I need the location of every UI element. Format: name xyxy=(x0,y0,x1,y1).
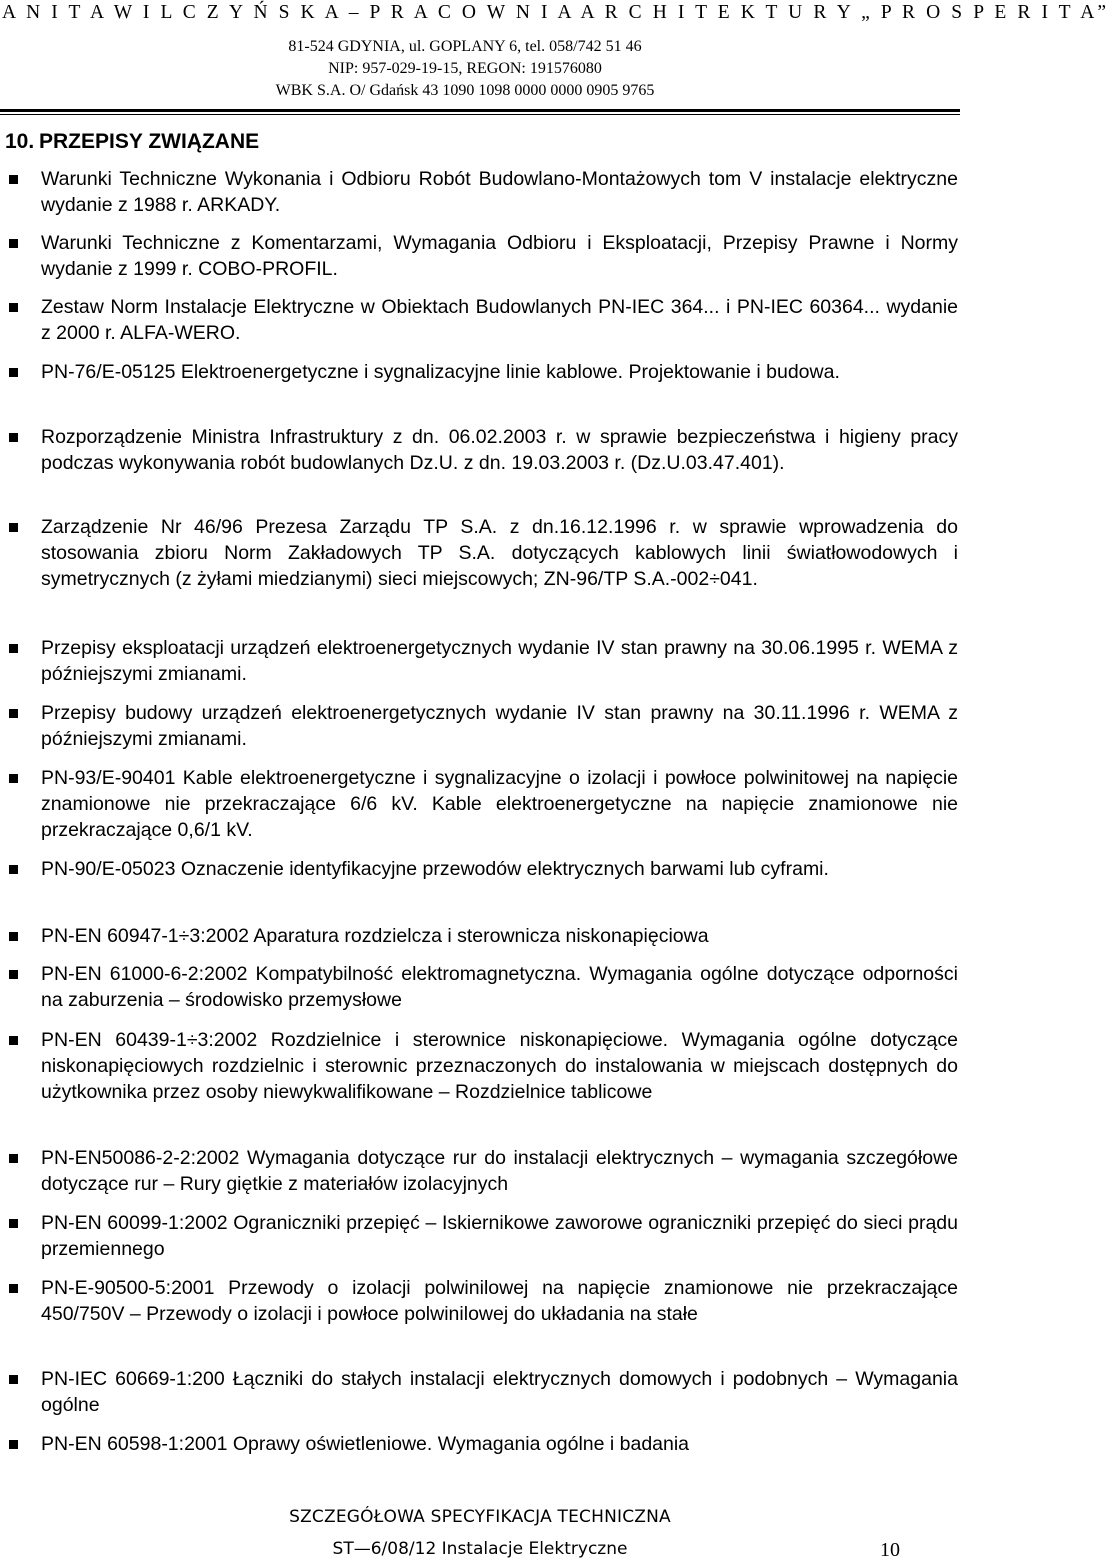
list-item xyxy=(0,1275,960,1327)
list-item xyxy=(0,1027,960,1105)
list-item xyxy=(0,1145,960,1197)
list-item xyxy=(0,230,960,282)
list-item-text: Zarządzenie Nr 46/96 Prezesa Zarządu TP S.A. z dn.16.12.1996 r. w sprawie wprowadzenia do stosowania zbioru Norm Zakładowych TP S.A. dotyczących kablowych linii światłowodowych i symetrycznych (z żyłami miedzianymi) sieci miejscowych; ZN-96/TP S.A.-002÷041. xyxy=(41,516,958,590)
firm-name: A N I T A W I L C Z Y Ń S K A – P R A C O W N I A A R C H I T E K T U R Y „ P R O S P E R I T A” xyxy=(2,2,1109,23)
list-item-text: PN-EN 61000-6-2:2002 Kompatybilność elektromagnetyczna. Wymagania ogólne dotyczące odporności na zaburzenia – środowisko przemysłowe xyxy=(41,963,958,1011)
square-bullet-icon xyxy=(9,970,18,979)
list-item xyxy=(0,1431,960,1457)
square-bullet-icon xyxy=(9,1036,18,1045)
square-bullet-icon xyxy=(9,1375,18,1384)
square-bullet-icon xyxy=(9,303,18,312)
firm-tax-ids: NIP: 957-029-19-15, REGON: 191576080 xyxy=(328,60,602,77)
list-item-text: PN-EN 60598-1:2001 Oprawy oświetleniowe. Wymagania ogólne i badania xyxy=(41,1433,690,1455)
list-item-text: Przepisy eksploatacji urządzeń elektroenergetycznych wydanie IV stan prawny na 30.06.1995 r. WEMA z późniejszymi zmianami. xyxy=(41,637,958,685)
firm-bank-account: WBK S.A. O/ Gdańsk 43 1090 1098 0000 0000 0905 9765 xyxy=(275,82,655,99)
list-item-text: PN-76/E-05125 Elektroenergetyczne i sygnalizacyjne linie kablowe. Projektowanie i budowa. xyxy=(41,361,840,383)
square-bullet-icon xyxy=(9,644,18,653)
square-bullet-icon xyxy=(9,1219,18,1228)
section-number: 10. xyxy=(5,130,35,153)
list-item xyxy=(0,1210,960,1262)
list-item-text: PN-90/E-05023 Oznaczenie identyfikacyjne przewodów elektrycznych barwami lub cyframi. xyxy=(41,858,829,880)
list-item xyxy=(0,700,960,752)
square-bullet-icon xyxy=(9,175,18,184)
list-item-text: PN-EN 60947-1÷3:2002 Aparatura rozdzielcza i sterownicza niskonapięciowa xyxy=(41,925,709,947)
footer-title: SZCZEGÓŁOWA SPECYFIKACJA TECHNICZNA xyxy=(289,1507,671,1527)
square-bullet-icon xyxy=(9,523,18,532)
list-item-text: PN-93/E-90401 Kable elektroenergetyczne i sygnalizacyjne o izolacji i powłoce polwinitowej na napięcie znamionowe nie przekraczające 6/6 kV. Kable elektroenergetyczne na napięcie znamionowe nie przekraczające 0,6/1 kV. xyxy=(41,767,958,841)
square-bullet-icon xyxy=(9,709,18,718)
list-item-text: PN-EN 60439-1÷3:2002 Rozdzielnice i sterownice niskonapięciowe. Wymagania ogólne dotyczące niskonapięciowych rozdzielnic i sterownic przeznaczonych do instalowania w miejscach dostępnych do użytkownika przez osoby niewykwalifikowane – Rozdzielnice tablicowe xyxy=(41,1029,958,1103)
list-item xyxy=(0,765,960,843)
list-item xyxy=(0,856,960,882)
list-item-text: Rozporządzenie Ministra Infrastruktury z dn. 06.02.2003 r. w sprawie bezpieczeństwa i higieny pracy podczas wykonywania robót budowlanych Dz.U. z dn. 19.03.2003 r. (Dz.U.03.47.401). xyxy=(41,426,958,474)
firm-address: 81-524 GDYNIA, ul. GOPLANY 6, tel. 058/742 51 46 xyxy=(288,38,642,55)
square-bullet-icon xyxy=(9,239,18,248)
square-bullet-icon xyxy=(9,865,18,874)
list-item-text: PN-EN50086-2-2:2002 Wymagania dotyczące rur do instalacji elektrycznych – wymagania szczegółowe dotyczące rur – Rury giętkie z materiałów izolacyjnych xyxy=(41,1147,958,1195)
list-item xyxy=(0,923,960,949)
square-bullet-icon xyxy=(9,932,18,941)
footer-document-code: ST—6/08/12 Instalacje Elektryczne xyxy=(332,1539,628,1559)
square-bullet-icon xyxy=(9,1440,18,1449)
list-item-text: PN-E-90500-5:2001 Przewody o izolacji polwinilowej na napięcie znamionowe nie przekraczające 450/750V – Przewody o izolacji i powłoce polwinilowej do układania na stałe xyxy=(41,1277,958,1325)
list-item xyxy=(0,424,960,476)
list-item-text: Zestaw Norm Instalacje Elektryczne w Obiektach Budowlanych PN-IEC 364... i PN-IEC 60364... wydanie z 2000 r. ALFA-WERO. xyxy=(41,296,958,344)
header-rule-thick xyxy=(0,109,960,112)
list-item-text: PN-IEC 60669-1:200 Łączniki do stałych instalacji elektrycznych domowych i podobnych – Wymagania ogólne xyxy=(41,1368,958,1416)
section-heading xyxy=(5,130,259,154)
list-item xyxy=(0,1366,960,1418)
list-item-text: Przepisy budowy urządzeń elektroenergetycznych wydanie IV stan prawny na 30.11.1996 r. WEMA z późniejszymi zmianami. xyxy=(41,702,958,750)
square-bullet-icon xyxy=(9,368,18,377)
list-item-text: Warunki Techniczne Wykonania i Odbioru Robót Budowlano-Montażowych tom V instalacje elektryczne wydanie z 1988 r. ARKADY. xyxy=(41,168,958,216)
list-item xyxy=(0,294,960,346)
list-item-text: Warunki Techniczne z Komentarzami, Wymagania Odbioru i Eksploatacji, Przepisy Prawne i Normy wydanie z 1999 r. COBO-PROFIL. xyxy=(41,232,958,280)
square-bullet-icon xyxy=(9,1284,18,1293)
page-number: 10 xyxy=(880,1539,900,1561)
list-item xyxy=(0,961,960,1013)
list-item xyxy=(0,635,960,687)
square-bullet-icon xyxy=(9,1154,18,1163)
header-rule-thin xyxy=(0,114,960,115)
section-title: PRZEPISY ZWIĄZANE xyxy=(39,130,260,153)
list-item xyxy=(0,166,960,218)
square-bullet-icon xyxy=(9,774,18,783)
list-item-text: PN-EN 60099-1:2002 Ograniczniki przepięć – Iskiernikowe zaworowe ograniczniki przepięć do sieci prądu przemiennego xyxy=(41,1212,958,1260)
list-item xyxy=(0,514,960,592)
list-item xyxy=(0,359,960,385)
square-bullet-icon xyxy=(9,433,18,442)
